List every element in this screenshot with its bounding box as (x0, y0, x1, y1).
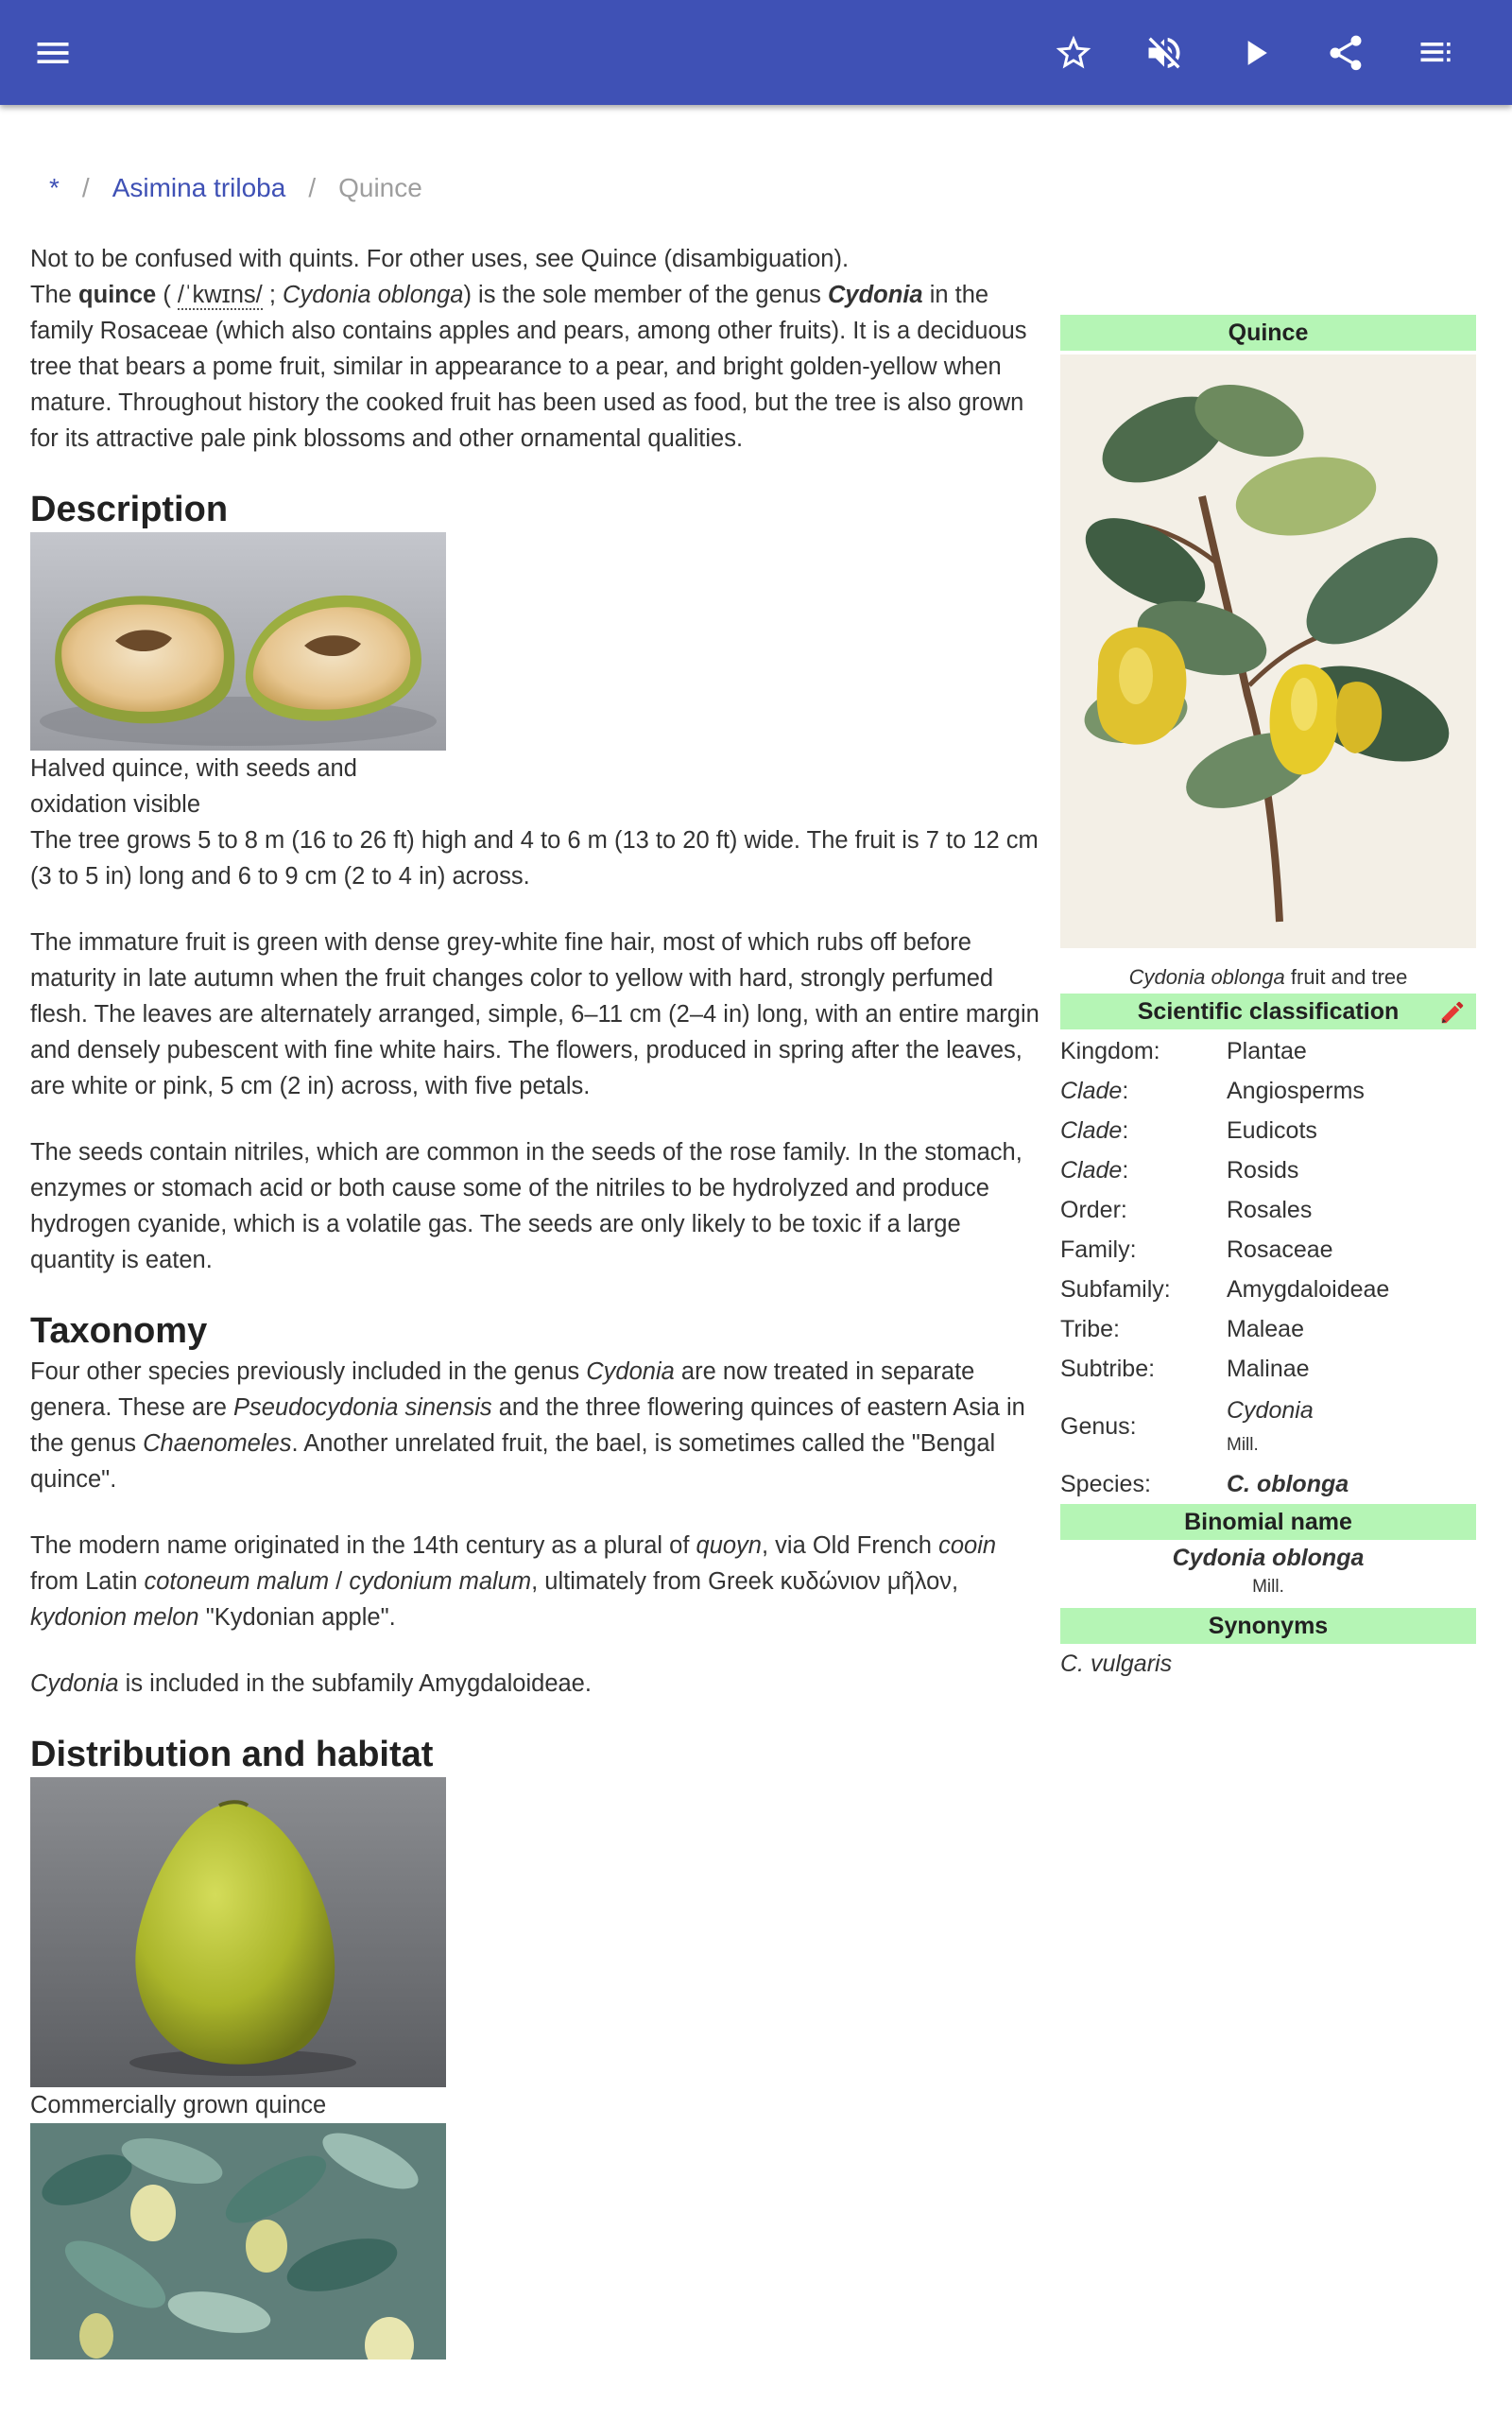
taxonomy-paragraph-1: Four other species previously included in the genus Cydonia are now treated in separate genera. These are Pseudocydonia sinensis and the three flowering quinces of eastern Asia in the genus Chaenomeles. Another unrelated fruit, the bael, is sometimes called the "Bengal quince". (30, 1358, 1025, 1493)
taxonomy-paragraph-2: The modern name originated in the 14th century as a plural of quoyn, via Old French cooin from Latin cotoneum malum / cydonium malum, ultimately from Greek κυδώνιον μῆλον, kydonion melon "Kydonian apple". (30, 1532, 997, 1631)
playlist-icon (1416, 32, 1457, 74)
intro-paragraph: The quince ( /ˈkwɪns/ ; Cydonia oblonga) is the sole member of the genus Cydonia in the family Rosaceae (which also contains apples and pears, among other fruits). It is a deciduous tree that bears a pome fruit, similar in appearance to a pear, and bright golden-yellow when mature. Throughout history the cooked fruit has been used as food, but the tree is also grown for its attractive pale pink blossoms and other ornamental qualities. (30, 282, 1027, 452)
breadcrumb-current: Quince (338, 173, 422, 202)
binomial-name: Cydonia oblonga (1172, 1545, 1365, 1571)
contents-button[interactable] (1408, 25, 1465, 81)
play-button[interactable] (1227, 25, 1283, 81)
classification-link[interactable]: Malinae (1227, 1355, 1310, 1382)
breadcrumb-root-link[interactable]: * (49, 173, 60, 202)
section-heading-description: Description (30, 490, 229, 529)
share-button[interactable] (1317, 25, 1374, 81)
quince-illustration[interactable] (1060, 354, 1476, 948)
article-body (30, 241, 1051, 2360)
article-term: quince (78, 282, 157, 308)
section-heading-distribution: Distribution and habitat (30, 1735, 434, 1774)
classification-link[interactable]: Maleae (1227, 1315, 1304, 1342)
classification-row: Clade: Rosids (1060, 1150, 1476, 1190)
breadcrumb-separator: / (81, 173, 90, 202)
scientific-name: Cydonia oblonga (283, 282, 464, 308)
classification-row: Clade: Eudicots (1060, 1111, 1476, 1150)
classification-link[interactable]: Amygdaloideae (1227, 1275, 1390, 1303)
favorite-button[interactable] (1045, 25, 1102, 81)
breadcrumb-parent-link[interactable]: Asimina triloba (112, 173, 286, 202)
species-name: C. oblonga (1227, 1470, 1349, 1497)
section-heading-taxonomy: Taxonomy (30, 1311, 208, 1351)
classification-row: Clade: Angiosperms (1060, 1071, 1476, 1111)
image-caption: Commercially grown quince (30, 2092, 327, 2118)
classification-row-species: Species: C. oblonga (1060, 1470, 1349, 1497)
classification-row: Family: Rosaceae (1060, 1230, 1476, 1270)
play-icon (1234, 32, 1276, 74)
classification-link[interactable]: Eudicots (1227, 1116, 1317, 1144)
hatnote: Not to be confused with quints. For other uses, see Quince (disambiguation). (30, 246, 850, 272)
classification-link[interactable]: Plantae (1227, 1037, 1307, 1064)
classification-row-genus: Genus: Cydonia Mill. (1060, 1397, 1314, 1455)
classification-row: Kingdom: Plantae (1060, 1031, 1476, 1071)
description-paragraph-2: The immature fruit is green with dense grey-white fine hair, most of which rubs off before maturity in late autumn when the fruit changes color to yellow with hard, strongly perfumed flesh. The leaves are alternately arranged, simple, 6–11 cm (2–4 in) long, with an entire margin and densely pubescent with fine white hairs. The flowers, produced in spring after the leaves, are white or pink, 5 cm (2 in) across, with five petals. (30, 929, 1040, 1099)
description-paragraph-1: The tree grows 5 to 8 m (16 to 26 ft) high and 4 to 6 m (13 to 20 ft) wide. The fruit is 7 to 12 cm (3 to 5 in) long and 6 to 9 cm (2 to 4 in) across. (30, 827, 1039, 890)
classification-row: Order: Rosales (1060, 1190, 1476, 1230)
classification-link[interactable]: Rosaceae (1227, 1236, 1333, 1263)
menu-button[interactable] (25, 25, 81, 81)
classification-link[interactable]: Rosids (1227, 1156, 1299, 1184)
classification-row: Subfamily: Amygdaloideae (1060, 1270, 1476, 1309)
infobox-image-caption: Cydonia oblonga fruit and tree (1128, 965, 1408, 989)
binomial-name-header: Binomial name (1060, 1504, 1476, 1540)
genus-link[interactable]: Cydonia (1227, 1397, 1314, 1424)
quince-tree-photo[interactable] (30, 2123, 446, 2360)
classification-row: Tribe: Maleae (1060, 1309, 1476, 1349)
genus-name: Cydonia (828, 282, 923, 308)
star-outline-icon (1053, 32, 1094, 74)
share-icon (1325, 32, 1366, 74)
breadcrumb (49, 173, 422, 203)
mute-button[interactable] (1136, 25, 1193, 81)
volume-off-icon (1143, 32, 1185, 74)
synonym-item: C. vulgaris (1060, 1651, 1173, 1677)
description-paragraph-3: The seeds contain nitriles, which are common in the seeds of the rose family. In the stomach, enzymes or stomach acid or both cause some of the nitriles to be hydrolyzed and produce hydrogen cyanide, which is a volatile gas. The seeds are only likely to be toxic if a large quantity is eaten. (30, 1139, 1022, 1273)
halved-quince-photo[interactable] (30, 532, 446, 751)
whole-quince-photo[interactable] (30, 1777, 446, 2087)
synonyms-header: Synonyms (1060, 1608, 1476, 1644)
pronunciation[interactable]: /ˈkwɪns/ (177, 282, 263, 308)
genus-author: Mill. (1227, 1435, 1259, 1455)
taxonomy-paragraph-3: Cydonia is included in the subfamily Amygdaloideae. (30, 1670, 592, 1697)
classification-link[interactable]: Rosales (1227, 1196, 1313, 1223)
app-bar (0, 0, 1512, 105)
edit-pencil-icon[interactable] (1438, 998, 1467, 1027)
scientific-classification-header: Scientific classification (1060, 994, 1476, 1029)
infobox-title: Quince (1060, 315, 1476, 351)
menu-icon (32, 32, 74, 74)
binomial-author: Mill. (1252, 1577, 1284, 1597)
classification-row: Subtribe: Malinae (1060, 1349, 1476, 1389)
classification-link[interactable]: Angiosperms (1227, 1077, 1365, 1104)
image-caption: Halved quince, with seeds and oxidation visible (30, 755, 357, 818)
infobox (1060, 315, 1476, 1684)
breadcrumb-separator: / (308, 173, 317, 202)
